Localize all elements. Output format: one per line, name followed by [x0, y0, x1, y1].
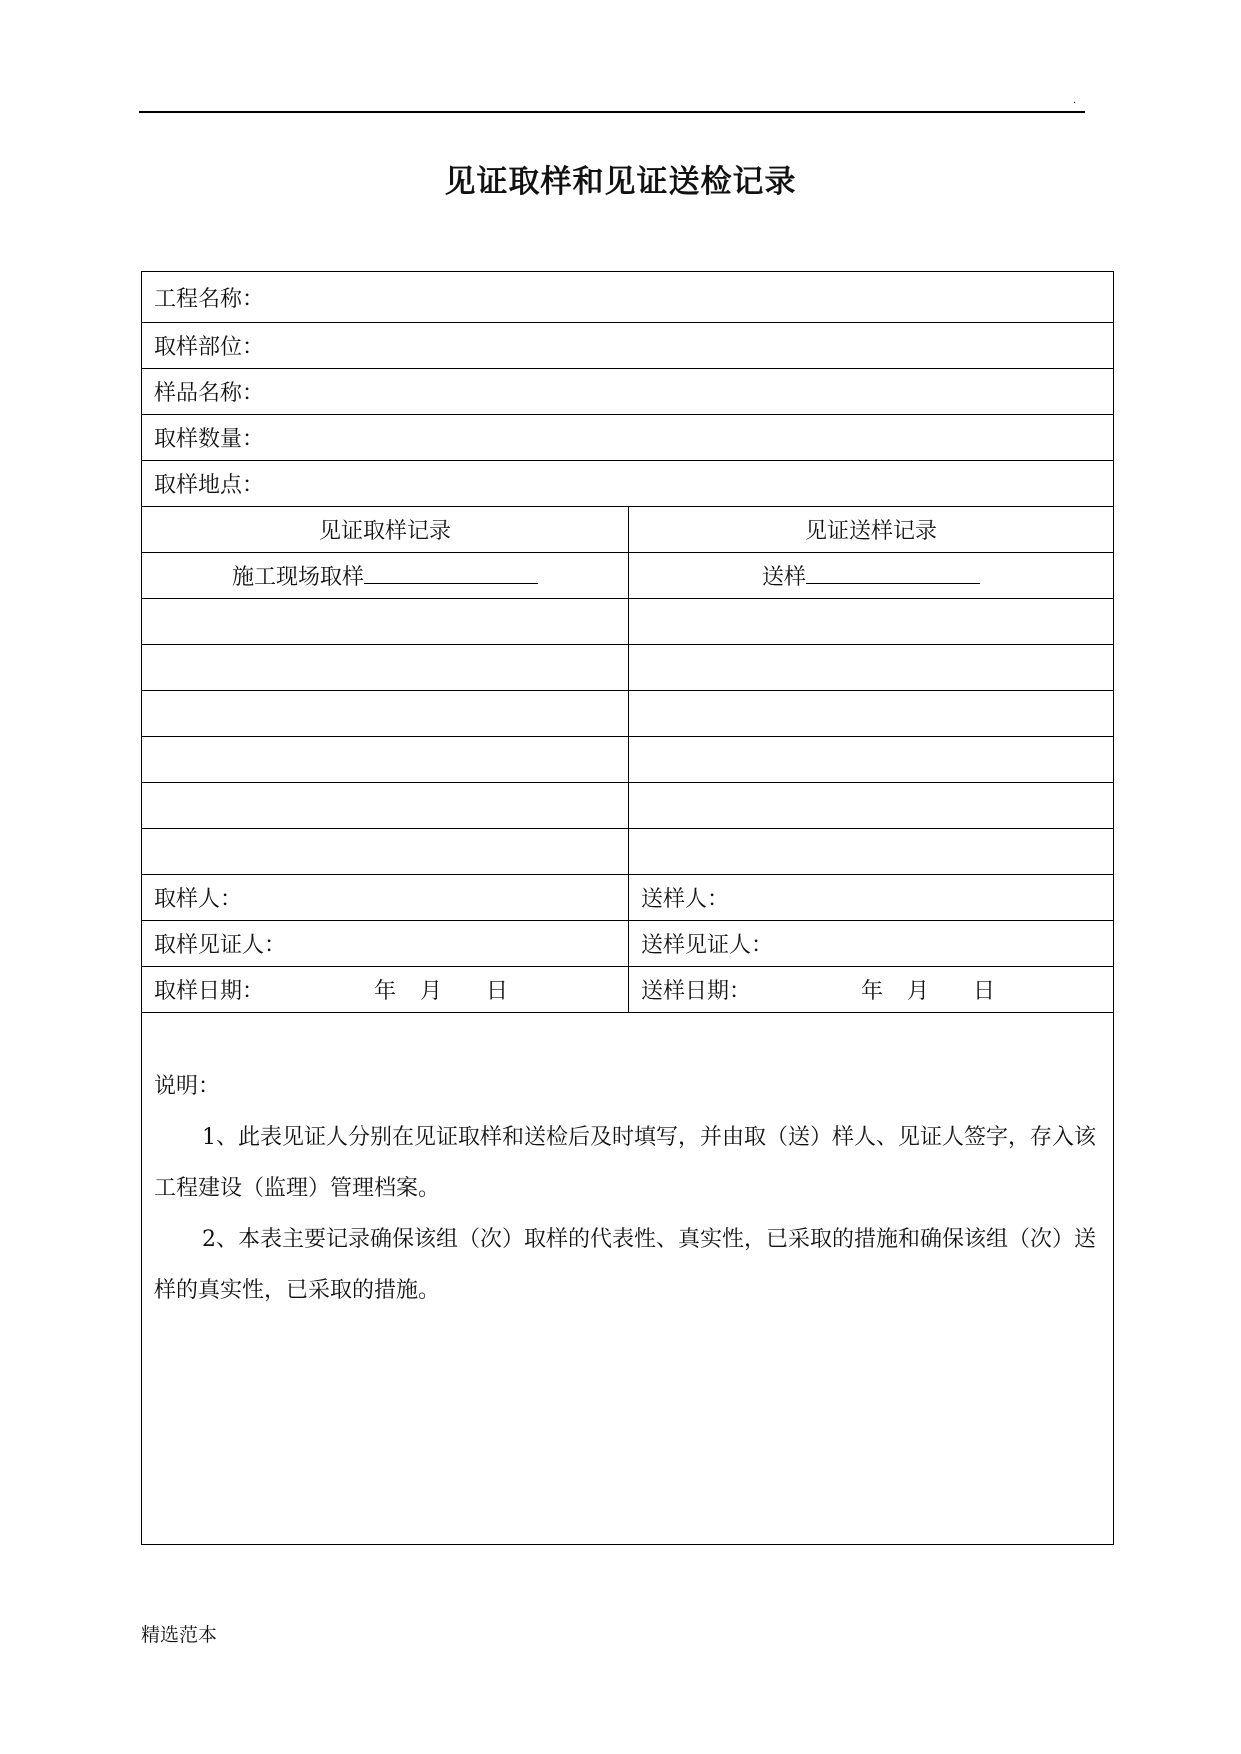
row-notes — [142, 1013, 1114, 1545]
row-dates — [142, 967, 1114, 1013]
witness-sending-heading: 见证送样记录 — [629, 507, 1114, 553]
header-rule — [139, 111, 1085, 113]
row-subheadings — [142, 553, 1114, 599]
day-label: 日 — [973, 979, 996, 1004]
sampling-record-cell[interactable] — [142, 645, 629, 691]
table-row — [142, 829, 1114, 875]
sampling-date-parts — [374, 974, 508, 1005]
sender-field[interactable]: 送样人： — [629, 875, 1114, 921]
sending-blank[interactable] — [806, 563, 980, 584]
record-form-table — [141, 271, 1114, 1545]
year-label: 年 — [374, 979, 397, 1004]
sampling-record-cell[interactable] — [142, 737, 629, 783]
sending-record-cell[interactable] — [629, 783, 1114, 829]
sampling-record-cell[interactable] — [142, 783, 629, 829]
sampling-record-cell[interactable] — [142, 599, 629, 645]
sampling-record-cell[interactable] — [142, 691, 629, 737]
sample-name-field[interactable]: 样品名称： — [142, 369, 1114, 415]
header-mark: . — [1073, 95, 1077, 106]
row-project-name — [142, 272, 1114, 323]
sampling-date-label: 取样日期： — [154, 979, 265, 1004]
site-sampling-cell[interactable] — [142, 553, 629, 599]
month-label: 月 — [420, 979, 443, 1004]
sending-label: 送样 — [762, 565, 807, 590]
sending-date-label: 送样日期： — [641, 979, 752, 1004]
sending-record-cell[interactable] — [629, 829, 1114, 875]
site-sampling-label: 施工现场取样 — [231, 565, 364, 590]
page-title: 见证取样和见证送检记录 — [444, 164, 797, 200]
table-row — [142, 783, 1114, 829]
table-row — [142, 599, 1114, 645]
row-sample-name — [142, 369, 1114, 415]
notes-heading: 说明： — [154, 1074, 221, 1099]
sending-date-field[interactable] — [629, 967, 1114, 1013]
table-row — [142, 737, 1114, 783]
sampling-record-cell[interactable] — [142, 829, 629, 875]
sampling-date-field[interactable] — [142, 967, 629, 1013]
sending-record-cell[interactable] — [629, 691, 1114, 737]
row-witnesses — [142, 921, 1114, 967]
table-row — [142, 645, 1114, 691]
row-persons — [142, 875, 1114, 921]
sampling-witness-field[interactable]: 取样见证人： — [142, 921, 629, 967]
footer-text: 精选范本 — [141, 1624, 218, 1646]
sending-record-cell[interactable] — [629, 737, 1114, 783]
sampler-field[interactable]: 取样人： — [142, 875, 629, 921]
row-sample-quantity — [142, 415, 1114, 461]
sampling-location-field[interactable]: 取样部位： — [142, 323, 1114, 369]
year-label: 年 — [861, 979, 884, 1004]
sample-quantity-field[interactable]: 取样数量： — [142, 415, 1114, 461]
row-section-headings — [142, 507, 1114, 553]
row-sampling-location — [142, 323, 1114, 369]
row-sampling-place — [142, 461, 1114, 507]
sampling-place-field[interactable]: 取样地点： — [142, 461, 1114, 507]
notes-cell — [142, 1013, 1114, 1545]
sending-cell[interactable] — [629, 553, 1114, 599]
sending-record-cell[interactable] — [629, 599, 1114, 645]
project-name-field[interactable]: 工程名称： — [142, 272, 1114, 323]
notes-block — [142, 1013, 1113, 1316]
note-item-2: 2、本表主要记录确保该组（次）取样的代表性、真实性，已采取的措施和确保该组（次）送样的真实性，已采取的措施。 — [154, 1227, 1097, 1303]
sending-date-parts — [861, 974, 995, 1005]
day-label: 日 — [486, 979, 509, 1004]
note-item-1: 1、此表见证人分别在见证取样和送检后及时填写，并由取（送）样人、见证人签字，存入该工程建设（监理）管理档案。 — [154, 1125, 1097, 1201]
table-row — [142, 691, 1114, 737]
witness-sampling-heading: 见证取样记录 — [142, 507, 629, 553]
sending-witness-field[interactable]: 送样见证人： — [629, 921, 1114, 967]
site-sampling-blank[interactable] — [364, 563, 538, 584]
month-label: 月 — [907, 979, 930, 1004]
sending-record-cell[interactable] — [629, 645, 1114, 691]
